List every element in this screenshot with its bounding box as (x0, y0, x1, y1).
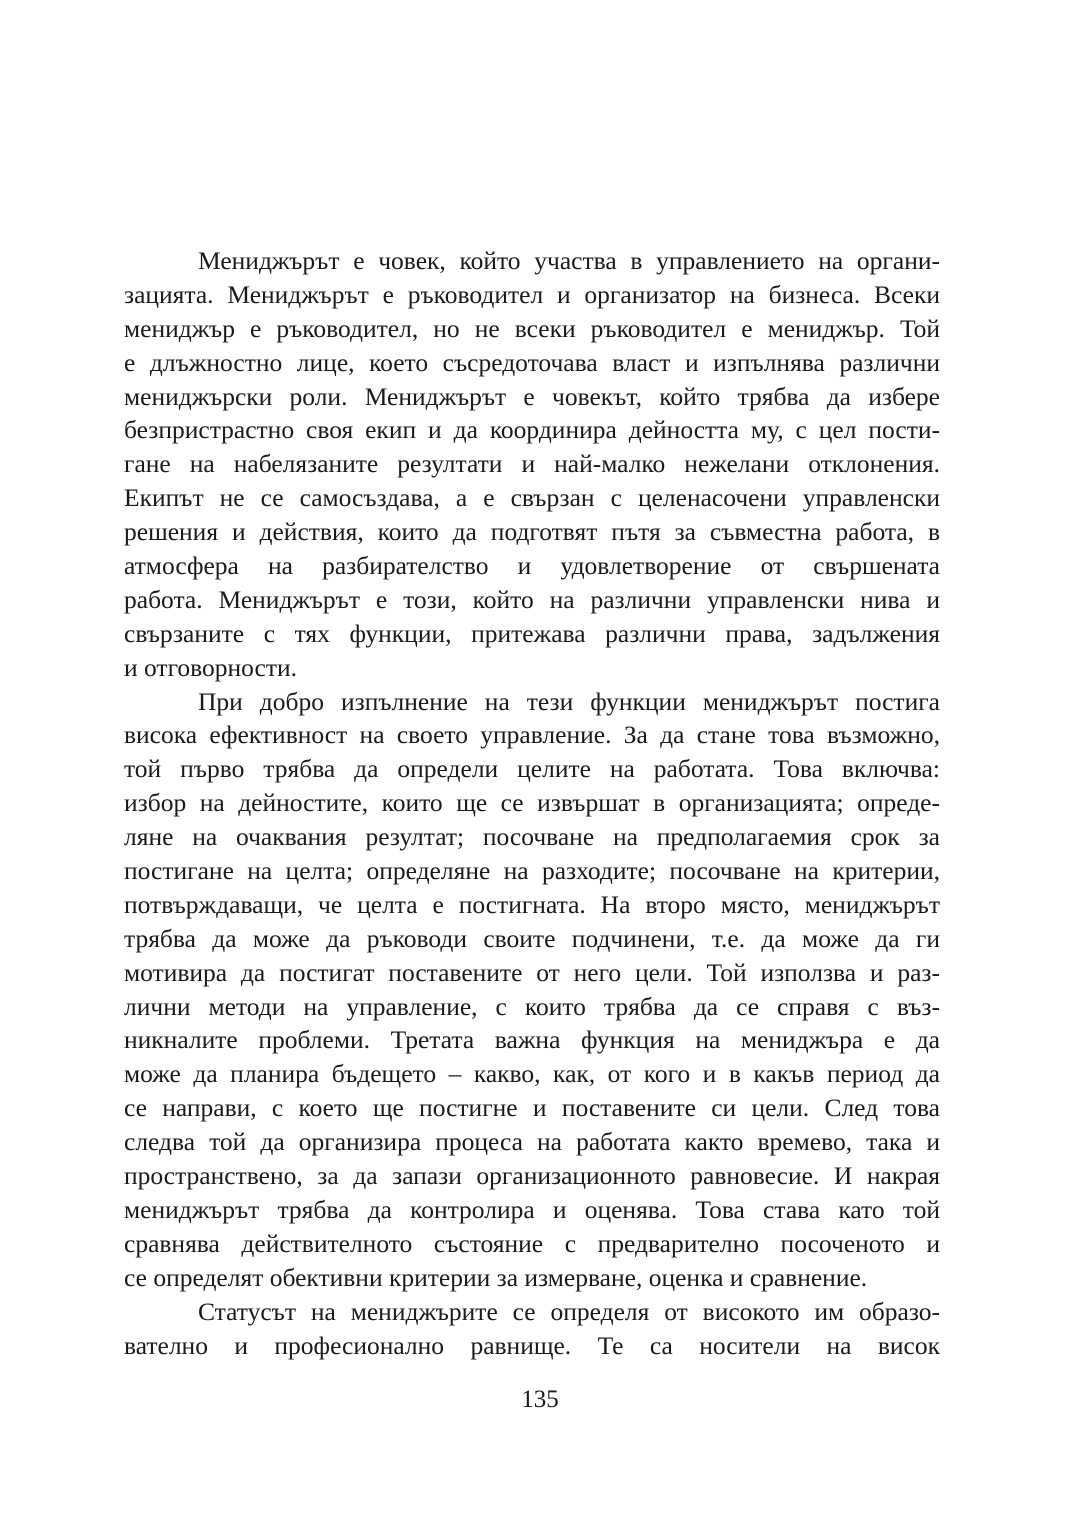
body-text (124, 244, 940, 1362)
text-line: се направи, с което ще постигне и поставените си цели. След това (124, 1093, 940, 1123)
text-line: решения и действия, които да подготвят пътя за съвместна работа, в (124, 517, 940, 547)
text-line: зацията. Мениджърът е ръководител и организатор на бизнеса. Всеки (124, 279, 940, 309)
text-line: Екипът не се самосъздава, а е свързан с целенасочени управленски (124, 483, 940, 513)
text-line: никналите проблеми. Третата важна функция на мениджъра е да (124, 1025, 940, 1055)
text-line: трябва да може да ръководи своите подчинени, т.е. да може да ги (124, 923, 940, 953)
text-line: работа. Мениджърът е този, който на различни управленски нива и (124, 584, 940, 614)
text-line: безпристрастно своя екип и да координира дейността му, с цел пости- (124, 415, 940, 445)
text-line: мотивира да постигат поставените от него цели. Той използва и раз- (124, 957, 940, 987)
text-line: е длъжностно лице, което съсредоточава власт и изпълнява различни (124, 347, 940, 377)
text-line: той първо трябва да определи целите на работата. Това включва: (124, 754, 940, 784)
text-line: мениджърски роли. Мениджърът е човекът, който трябва да избере (124, 381, 940, 411)
text-line: потвърждаващи, че целта е постигната. На второ място, мениджърът (124, 889, 940, 919)
paragraph (124, 685, 940, 1295)
text-line: се определят обективни критерии за измерване, оценка и сравнение. (124, 1262, 868, 1292)
text-line: и отговорности. (124, 652, 298, 682)
text-line: постигане на целта; определяне на разходите; посочване на критерии, (124, 856, 940, 886)
text-line: вателно и професионално равнище. Те са носители на висок (124, 1330, 940, 1360)
page-number: 135 (521, 1386, 559, 1413)
text-line: атмосфера на разбирателство и удовлетворение от свършената (124, 551, 940, 581)
text-line: ляне на очаквания резултат; посочване на предполагаемия срок за (124, 822, 940, 852)
paragraph (124, 244, 940, 685)
text-line: При добро изпълнение на тези функции мениджърът постига (198, 686, 940, 716)
text-line: избор на дейностите, които ще се извършат в организацията; опреде- (124, 788, 940, 818)
paragraph (124, 1295, 940, 1363)
text-line: сравнява действителното състояние с предварително посоченото и (124, 1228, 940, 1258)
text-line: Мениджърът е човек, който участва в управлението на органи- (198, 246, 940, 275)
text-line: свързаните с тях функции, притежава различни права, задължения (124, 618, 940, 648)
text-line: мениджър е ръководител, но не всеки ръководител е мениджър. Той (124, 313, 940, 343)
text-line: гане на набелязаните резултати и най-малко нежелани отклонения. (124, 449, 940, 479)
text-line: мениджърът трябва да контролира и оценява. Това става като той (124, 1194, 940, 1224)
text-line: висока ефективност на своето управление. За да стане това възможно, (124, 720, 940, 750)
text-line: следва той да организира процеса на работата както времево, така и (124, 1127, 940, 1157)
text-line: лични методи на управление, с които трябва да се справя с въз- (124, 991, 940, 1021)
text-line: може да планира бъдещето – какво, как, от кого и в какъв период да (124, 1059, 940, 1089)
text-line: Статусът на мениджърите се определя от високото им образо- (198, 1296, 940, 1326)
text-line: пространствено, за да запази организационното равновесие. И накрая (124, 1161, 940, 1191)
